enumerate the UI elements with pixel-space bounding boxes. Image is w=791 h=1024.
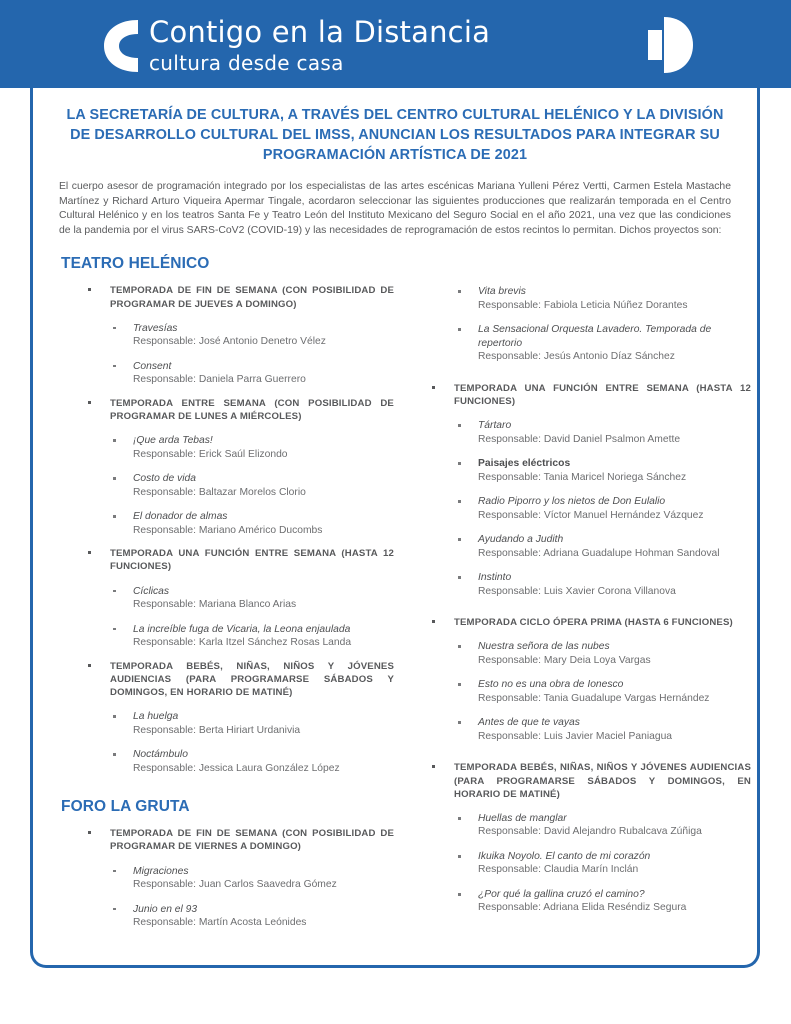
production-responsible: Responsable: Mariana Blanco Arias	[133, 599, 297, 610]
bullet-icon	[88, 288, 91, 291]
production-responsible: Responsable: Jesús Antonio Díaz Sánchez	[478, 351, 675, 363]
bullet-icon	[458, 424, 461, 427]
bullet-icon	[113, 477, 116, 480]
production-title: Nuestra señora de las nubes	[478, 641, 610, 653]
venue-heading: TEATRO HELÉNICO	[61, 255, 210, 273]
bullet-icon	[88, 401, 91, 404]
season-label: TEMPORADA DE FIN DE SEMANA (CON POSIBILIDAD DE PROGRAMAR DE JUEVES A DOMINGO)	[110, 285, 394, 310]
production-title: Cíclicas	[133, 585, 170, 597]
content-frame	[30, 88, 760, 968]
bullet-icon	[113, 908, 116, 911]
production-item	[57, 865, 394, 892]
production-title: El donador de almas	[133, 511, 228, 523]
production-title: Instinto	[478, 572, 512, 584]
production-title: La Sensacional Orquesta Lavadero. Temporada de repertorio	[478, 324, 712, 349]
season-label: TEMPORADA DE FIN DE SEMANA (CON POSIBILIDAD DE PROGRAMAR DE VIERNES A DOMINGO)	[110, 828, 394, 853]
production-title: Junio en el 93	[133, 903, 198, 915]
bullet-icon	[88, 551, 91, 554]
production-responsible: Responsable: Erick Saúl Elizondo	[133, 448, 288, 460]
production-title: Consent	[133, 360, 172, 372]
production-title: Vita brevis	[478, 286, 526, 298]
intro-paragraph: El cuerpo asesor de programación integrado por los especialistas de las artes escénicas Mariana Yulleni Pérez Vertti, Carmen Estela Mastache Martínez y Richard Arturo Viqueira Apermar Tingale, acordaron seleccionar las siguientes producciones que realizarán temporada en el Centro Cultural Helénico y en los teatros Santa Fe y Teatro León del Instituto Mexicano del Seguro Social en el año 2021, una vez que las condiciones de la pandemia por el virus SARS-CoV2 (COVID-19) y las necesidades de reprogramación de estos recintos lo permitan. Dichos proyectos son:	[59, 181, 731, 236]
brand-block	[100, 16, 490, 75]
bullet-icon	[113, 715, 116, 718]
production-responsible: Responsable: Mary Deia Loya Vargas	[478, 654, 651, 666]
production-item	[57, 322, 394, 349]
production-responsible: Responsable: Luis Javier Maciel Paniagua	[478, 730, 673, 742]
bullet-icon	[458, 721, 461, 724]
production-item	[414, 323, 751, 363]
bullet-icon	[458, 576, 461, 579]
production-item	[57, 903, 394, 930]
production-item	[414, 419, 751, 446]
brand-subtitle: cultura desde casa	[149, 51, 344, 75]
production-item	[414, 640, 751, 667]
header-bar	[0, 0, 791, 88]
bullet-icon	[113, 327, 116, 330]
bullet-icon	[88, 831, 91, 834]
production-responsible: Responsable: Fabiola Leticia Núñez Dorantes	[478, 299, 688, 311]
season-block	[414, 616, 751, 629]
production-responsible: Responsable: Martín Acosta Leónides	[133, 917, 307, 929]
bullet-icon	[113, 628, 116, 631]
season-label: TEMPORADA BEBÉS, NIÑAS, NIÑOS Y JÓVENES AUDIENCIAS (PARA PROGRAMARSE SÁBADOS Y DOMINGOS, EN HORARIO DE MATINÉ)	[454, 762, 751, 800]
bullet-icon	[432, 765, 435, 768]
bullet-icon	[458, 328, 461, 331]
venue-heading: FORO LA GRUTA	[61, 798, 190, 816]
production-responsible: Responsable: José Antonio Denetro Vélez	[133, 336, 326, 348]
production-item	[57, 623, 394, 650]
bullet-icon	[432, 620, 435, 623]
production-item	[414, 285, 751, 312]
bullet-icon	[432, 386, 435, 389]
production-title: Noctámbulo	[133, 749, 188, 761]
production-item	[57, 360, 394, 387]
production-responsible: Responsable: Karla Itzel Sánchez Rosas Landa	[133, 637, 352, 648]
production-title: Radio Piporro y los nietos de Don Eulalio	[478, 496, 666, 508]
production-responsible: Responsable: Juan Carlos Saavedra Gómez	[133, 879, 337, 891]
season-block	[414, 382, 751, 408]
production-responsible: Responsable: Daniela Parra Guerrero	[133, 374, 306, 386]
production-responsible: Responsable: Luis Xavier Corona Villanova	[478, 585, 676, 597]
bullet-icon	[458, 500, 461, 503]
production-item	[414, 716, 751, 743]
bullet-icon	[113, 590, 116, 593]
production-title: Migraciones	[133, 865, 189, 877]
production-responsible: Responsable: Baltazar Morelos Clorio	[133, 486, 306, 498]
season-label: TEMPORADA BEBÉS, NIÑAS, NIÑOS Y JÓVENES AUDIENCIAS (PARA PROGRAMARSE SÁBADOS Y DOMINGOS, EN HORARIO DE MATINÉ)	[110, 660, 394, 698]
page-title: LA SECRETARÍA DE CULTURA, A TRAVÉS DEL CENTRO CULTURAL HELÉNICO Y LA DIVISIÓN DE DESARROLLO CULTURAL DEL IMSS, ANUNCIAN LOS RESULTADOS PARA INTEGRAR SU PROGRAMACIÓN ARTÍSTICA DE 2021	[66, 107, 724, 163]
bullet-icon	[113, 439, 116, 442]
production-title: Huellas de manglar	[478, 813, 567, 824]
season-block	[57, 660, 394, 700]
bullet-icon	[458, 817, 461, 820]
production-responsible: Responsable: Jessica Laura González López	[133, 762, 340, 774]
production-item	[414, 533, 751, 560]
production-item	[57, 472, 394, 499]
season-label: TEMPORADA UNA FUNCIÓN ENTRE SEMANA (HASTA 12 FUNCIONES)	[110, 548, 394, 573]
production-item	[57, 510, 394, 537]
d-mark-icon	[640, 16, 696, 74]
production-title: ¿Por qué la gallina cruzó el camino?	[478, 889, 645, 900]
c-arc-icon	[100, 18, 140, 74]
production-title: Ayudando a Judith	[478, 534, 564, 546]
bullet-icon	[458, 893, 461, 896]
production-title: La huelga	[133, 711, 179, 723]
season-block	[57, 827, 394, 853]
season-block	[414, 761, 751, 801]
season-label: TEMPORADA CICLO ÓPERA PRIMA (HASTA 6 FUNCIONES)	[454, 617, 733, 629]
production-item	[57, 585, 394, 612]
bullet-icon	[113, 870, 116, 873]
production-responsible: Responsable: David Alejandro Rubalcava Zúñiga	[478, 826, 702, 838]
bullet-icon	[458, 683, 461, 686]
production-title: Tártaro	[478, 420, 512, 432]
production-responsible: Responsable: Tania Maricel Noriega Sánchez	[478, 471, 687, 483]
production-title: Esto no es una obra de Ionesco	[478, 679, 624, 691]
two-column-body	[57, 244, 751, 929]
production-title: Costo de vida	[133, 473, 196, 485]
production-responsible: Responsable: Adriana Guadalupe Hohman Sandoval	[478, 547, 720, 559]
brand-title: Contigo en la Distancia	[149, 15, 491, 49]
production-item	[57, 748, 394, 775]
season-block	[57, 397, 394, 423]
production-title: Travesías	[133, 322, 178, 334]
production-responsible: Responsable: Mariano Américo Ducombs	[133, 524, 323, 536]
production-item	[414, 850, 751, 877]
production-title: Ikuika Noyolo. El canto de mi corazón	[478, 851, 651, 862]
bullet-icon	[458, 290, 461, 293]
bullet-icon	[113, 515, 116, 518]
production-item	[414, 888, 751, 915]
production-title: Antes de que te vayas	[478, 717, 580, 729]
season-label: TEMPORADA UNA FUNCIÓN ENTRE SEMANA (HASTA 12 FUNCIONES)	[454, 382, 751, 407]
production-item	[57, 434, 394, 461]
column-top-spacer	[414, 244, 751, 274]
production-item	[57, 710, 394, 737]
production-item	[414, 571, 751, 598]
production-title: Paisajes eléctricos	[478, 458, 571, 470]
season-block	[57, 284, 394, 310]
season-label: TEMPORADA ENTRE SEMANA (CON POSIBILIDAD DE PROGRAMAR DE LUNES A MIÉRCOLES)	[110, 397, 394, 422]
left-column	[57, 244, 394, 929]
bullet-icon	[113, 365, 116, 368]
production-responsible: Responsable: Berta Hiriart Urdanivia	[133, 724, 301, 736]
bullet-icon	[113, 753, 116, 756]
production-item	[414, 812, 751, 839]
production-responsible: Responsable: Adriana Elida Reséndiz Segura	[478, 902, 687, 914]
production-item	[414, 678, 751, 705]
production-title: ¡Que arda Tebas!	[133, 435, 213, 447]
season-block	[57, 547, 394, 573]
bullet-icon	[88, 664, 91, 667]
bullet-icon	[458, 645, 461, 648]
production-responsible: Responsable: Claudia Marín Inclán	[478, 864, 639, 876]
production-responsible: Responsable: Víctor Manuel Hernández Vázquez	[478, 509, 704, 521]
production-title: La increíble fuga de Vicaria, la Leona enjaulada	[133, 623, 351, 635]
production-item	[414, 457, 751, 484]
right-column	[414, 244, 751, 915]
bullet-icon	[458, 538, 461, 541]
production-item	[414, 495, 751, 522]
bullet-icon	[458, 462, 461, 465]
production-responsible: Responsable: David Daniel Psalmon Amette	[478, 433, 681, 445]
production-responsible: Responsable: Tania Guadalupe Vargas Hernández	[478, 692, 710, 704]
bullet-icon	[458, 855, 461, 858]
